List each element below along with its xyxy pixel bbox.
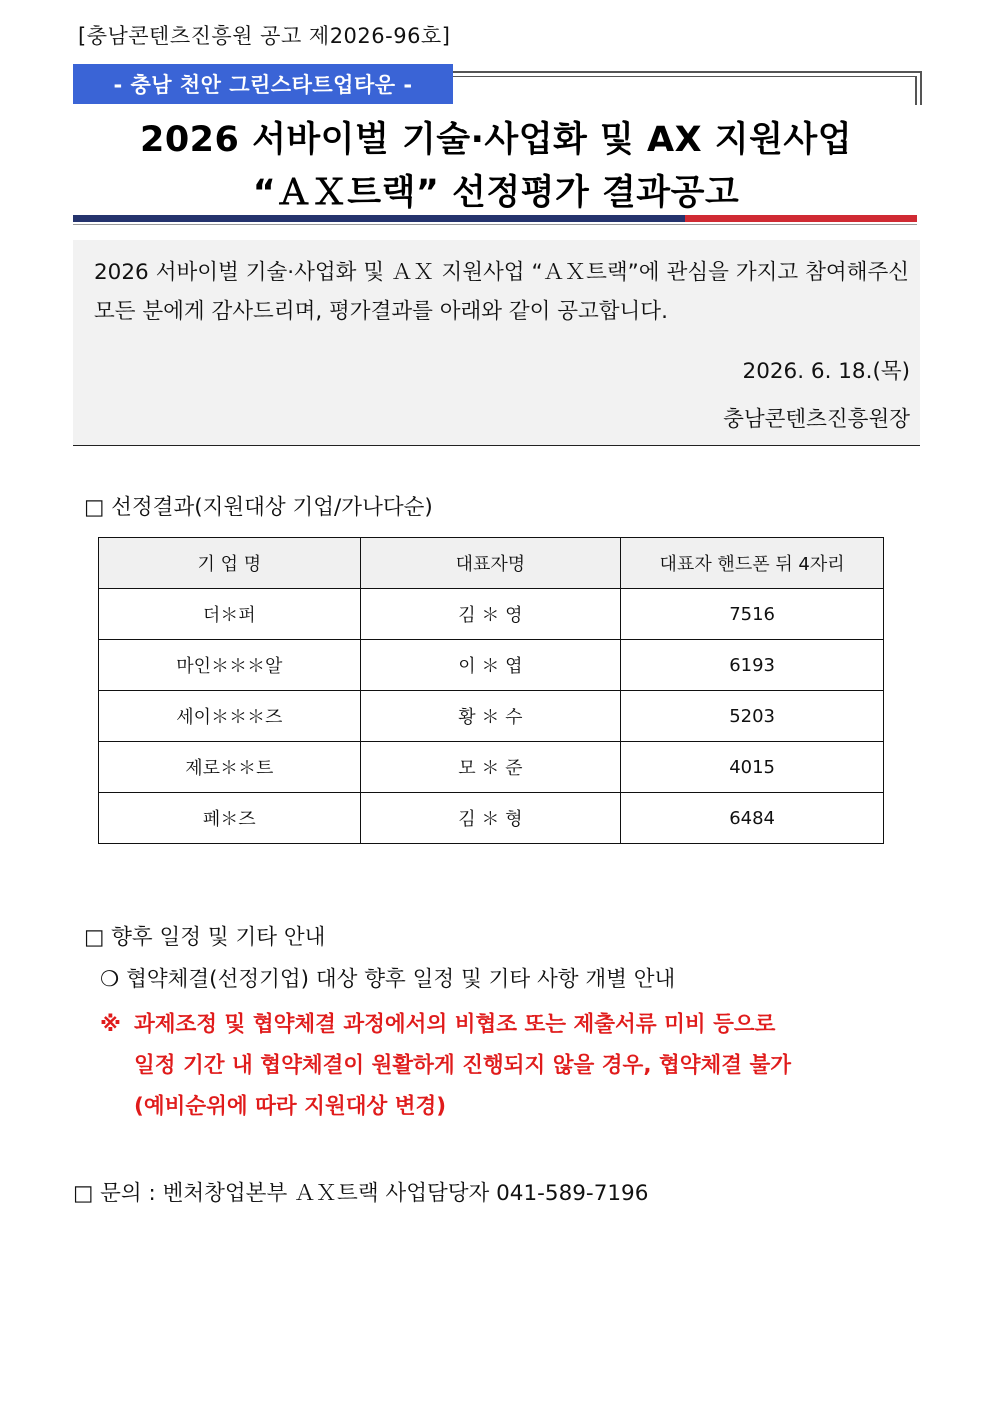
title-underline-thin <box>73 224 917 225</box>
schedule-section-heading: □ 향후 일정 및 기타 안내 <box>84 925 326 950</box>
banner-rule <box>453 71 921 73</box>
notice-number: [충남콘텐츠진흥원 공고 제2026-96호] <box>78 24 451 48</box>
company-name: 제로＊＊트 <box>99 742 361 793</box>
warning-note <box>100 1004 920 1127</box>
representative-name: 김 ＊ 영 <box>360 589 621 640</box>
notice-date: 2026. 6. 18.(목) <box>742 359 910 384</box>
location-banner <box>73 64 453 104</box>
col-phone-last4: 대표자 핸드폰 뒤 4자리 <box>621 538 884 589</box>
document-title-line2: “ＡＸ트랙” 선정평가 결과공고 <box>252 173 740 213</box>
issuer-name: 충남콘텐츠진흥원장 <box>723 407 910 432</box>
table-header-row <box>99 538 884 589</box>
schedule-bullet: ❍ 협약체결(선정기업) 대상 향후 일정 및 기타 사항 개별 안내 <box>100 967 676 992</box>
representative-name: 이 ＊ 엽 <box>360 640 621 691</box>
intro-paragraph: 2026 서바이벌 기술·사업화 및 ＡＸ 지원사업 “ＡＸ트랙”에 관심을 가지고 참여해주신 모든 분에게 감사드리며, 평가결과를 아래와 같이 공고합니다. <box>94 260 909 324</box>
col-representative: 대표자명 <box>360 538 621 589</box>
result-section-heading: □ 선정결과(지원대상 기업/가나다순) <box>84 495 433 520</box>
company-name: 세이＊＊＊즈 <box>99 691 361 742</box>
warning-line: (예비순위에 따라 지원대상 변경) <box>134 1094 447 1119</box>
phone-last4: 4015 <box>621 742 884 793</box>
phone-last4: 6193 <box>621 640 884 691</box>
table-row <box>99 793 884 844</box>
phone-last4: 5203 <box>621 691 884 742</box>
company-name: 더＊퍼 <box>99 589 361 640</box>
representative-name: 모 ＊ 준 <box>360 742 621 793</box>
table-row <box>99 691 884 742</box>
phone-last4: 6484 <box>621 793 884 844</box>
company-name: 페＊즈 <box>99 793 361 844</box>
result-table <box>98 537 884 844</box>
company-name: 마인＊＊＊알 <box>99 640 361 691</box>
document-title-line1: 2026 서바이벌 기술·사업화 및 AX 지원사업 <box>139 120 853 160</box>
representative-name: 김 ＊ 형 <box>360 793 621 844</box>
title-underline-red <box>685 215 917 222</box>
table-row <box>99 589 884 640</box>
reference-mark-icon: ※ <box>100 1012 121 1037</box>
warning-line: 일정 기간 내 협약체결이 원활하게 진행되지 않을 경우, 협약체결 불가 <box>134 1053 792 1078</box>
representative-name: 황 ＊ 수 <box>360 691 621 742</box>
col-company: 기 업 명 <box>99 538 361 589</box>
table-row <box>99 742 884 793</box>
banner-rule-end <box>915 76 917 105</box>
warning-line: 과제조정 및 협약체결 과정에서의 비협조 또는 제출서류 미비 등으로 <box>134 1012 776 1037</box>
banner-text: - 충남 천안 그린스타트업타운 - <box>113 73 413 97</box>
banner-rule-inner <box>453 76 915 77</box>
table-row <box>99 640 884 691</box>
title-underline-navy <box>73 215 685 222</box>
phone-last4: 7516 <box>621 589 884 640</box>
contact-info: □ 문의 : 벤처창업본부 ＡＸ트랙 사업담당자 041-589-7196 <box>73 1181 649 1206</box>
banner-rule-end-outer <box>920 71 922 105</box>
